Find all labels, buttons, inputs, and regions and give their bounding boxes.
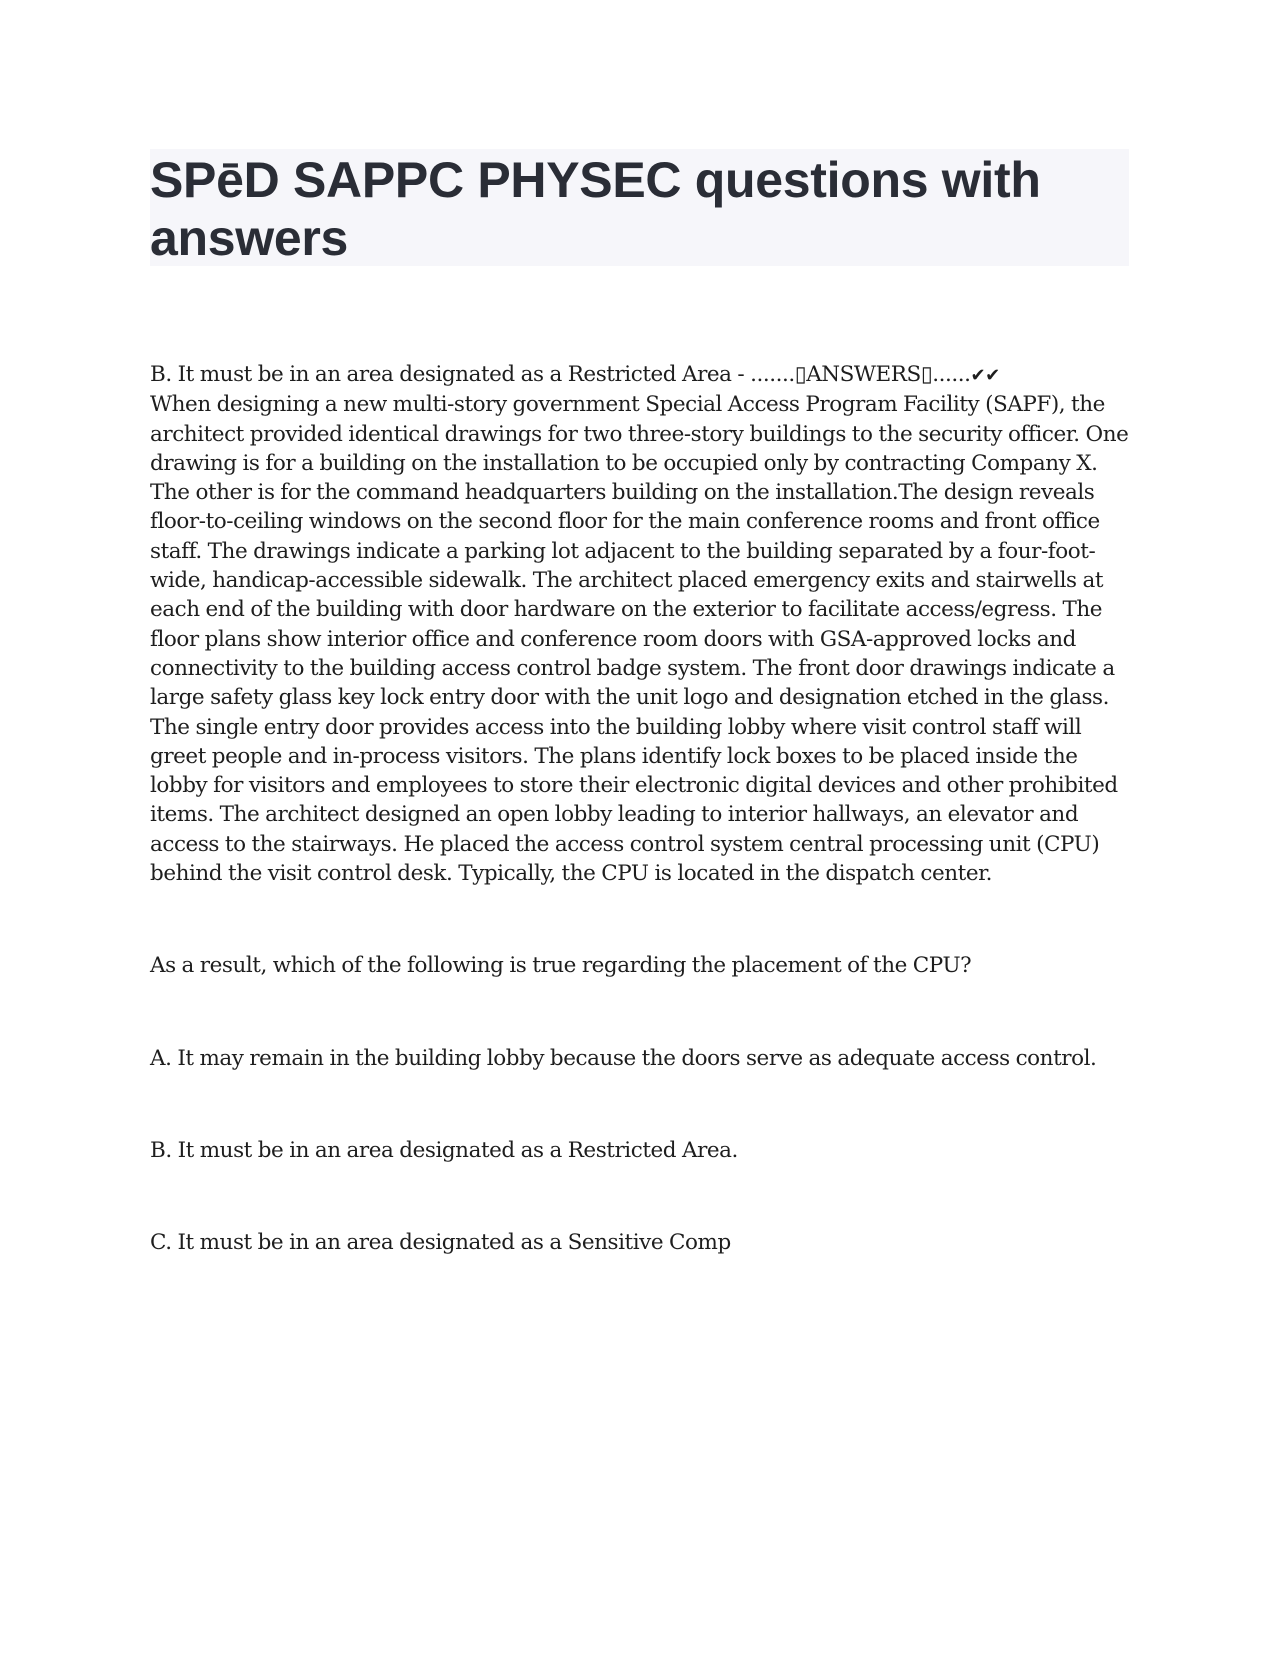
qa-block xyxy=(150,360,1130,1258)
document-page xyxy=(150,149,1130,1258)
checkmark-icon: ✔✔ xyxy=(970,365,1000,386)
document-title: SPēD SAPPC PHYSEC questions with answers xyxy=(150,152,1041,266)
option-a: A. It may remain in the building lobby because the doors serve as adequate access control. xyxy=(150,1045,1097,1071)
title-banner xyxy=(150,149,1129,266)
answer-line: B. It must be in an area designated as a Restricted Area - .......▯ANSWERS▯...... xyxy=(150,362,971,387)
question-text xyxy=(150,360,1130,888)
option-c: C. It must be in an area designated as a Sensitive Comp xyxy=(150,1230,731,1256)
option-b: B. It must be in an area designated as a Restricted Area. xyxy=(150,1137,738,1163)
question-prompt: As a result, which of the following is true regarding the placement of the CPU? xyxy=(150,953,972,979)
question-body: When designing a new multi-story government Special Access Program Facility (SAPF), the architect provided identical drawings for two three-story buildings to the security officer. One drawing is for a building on the installation to be occupied only by contracting Company X. The other is for the command headquarters building on the installation.The design reveals floor-to-ceiling windows on the second floor for the main conference rooms and front office staff. The drawings indicate a parking lot adjacent to the building separated by a four-foot-wide, handicap-accessible sidewalk. The architect placed emergency exits and stairwells at each end of the building with door hardware on the exterior to facilitate access/egress. The floor plans show interior office and conference room doors with GSA-approved locks and connectivity to the building access control badge system. The front door drawings indicate a large safety glass key lock entry door with the unit logo and designation etched in the glass. The single entry door provides access into the building lobby where visit control staff will greet people and in-process visitors. The plans identify lock boxes to be placed inside the lobby for visitors and employees to store their electronic digital devices and other prohibited items. The architect designed an open lobby leading to interior hallways, an elevator and access to the stairways. He placed the access control system central processing unit (CPU) behind the visit control desk. Typically, the CPU is located in the dispatch center. xyxy=(150,392,1129,887)
